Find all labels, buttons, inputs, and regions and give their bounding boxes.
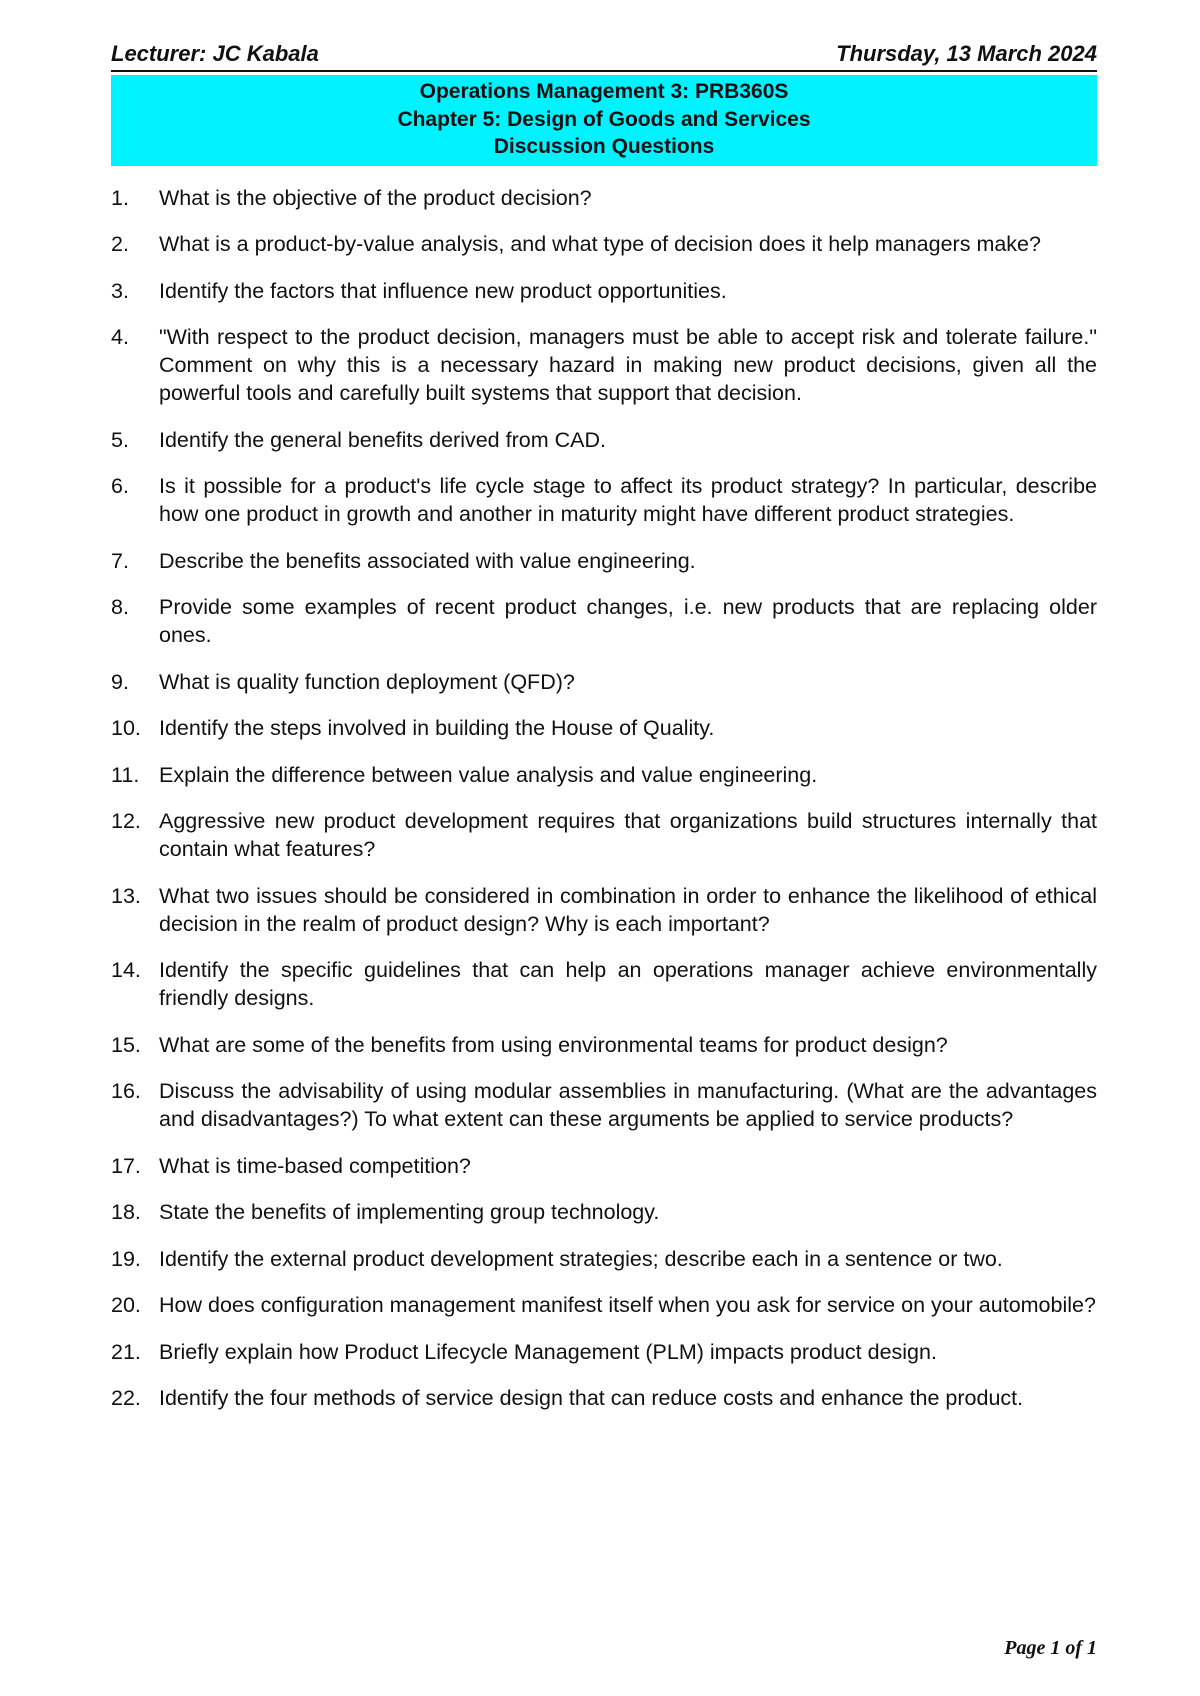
question-text: What is the objective of the product decision?: [159, 185, 592, 210]
chapter-title: Chapter 5: Design of Goods and Services: [397, 107, 811, 131]
question-text: Identify the specific guidelines that can help an operations manager achieve environmentally friendly designs.: [159, 958, 1097, 1010]
question-text: What is time-based competition?: [159, 1153, 471, 1178]
question-text: Describe the benefits associated with value engineering.: [159, 548, 696, 573]
question-number: 19.: [111, 1246, 141, 1271]
question-number: 10.: [111, 716, 141, 740]
question-number: 6.: [111, 474, 129, 498]
question-item: [111, 472, 1097, 528]
question-text: "With respect to the product decision, managers must be able to accept risk and tolerate failure." Comment on why this is a necessary hazard in making new product decisions, given all the powerful tools and carefully built systems that support that decision.: [159, 325, 1097, 405]
question-item: [111, 1338, 1097, 1366]
question-text: Aggressive new product development requires that organizations build structures internally that contain what features?: [159, 809, 1097, 861]
question-number: 14.: [111, 958, 141, 982]
question-number: 22.: [111, 1386, 141, 1410]
question-text: Discuss the advisability of using modular assemblies in manufacturing. (What are the advantages and disadvantages?) To what extent can these arguments be applied to service products?: [159, 1079, 1097, 1131]
question-text: Identify the factors that influence new product opportunities.: [159, 278, 727, 303]
question-item: [111, 426, 1097, 454]
question-text: Briefly explain how Product Lifecycle Management (PLM) impacts product design.: [159, 1339, 937, 1364]
question-text: Explain the difference between value analysis and value engineering.: [159, 762, 818, 787]
section-title: Discussion Questions: [493, 135, 715, 158]
question-text: Provide some examples of recent product changes, i.e. new products that are replacing older ones.: [159, 595, 1097, 647]
question-text: How does configuration management manifest itself when you ask for service on your automobile?: [159, 1293, 1096, 1317]
question-text: Identify the general benefits derived from CAD.: [159, 427, 606, 452]
question-text: Is it possible for a product's life cycle stage to affect its product strategy? In particular, describe how one product in growth and another in maturity might have different product strategies.: [159, 474, 1097, 526]
question-item: [111, 1077, 1097, 1133]
question-text: What is a product-by-value analysis, and what type of decision does it help managers make?: [159, 232, 1041, 256]
question-number: 12.: [111, 809, 141, 833]
lecture-date: Thursday, 13 March 2024: [836, 41, 1097, 66]
question-item: [111, 807, 1097, 863]
question-number: 18.: [111, 1200, 141, 1224]
question-item: [111, 882, 1097, 938]
lecturer-name: Lecturer: JC Kabala: [111, 41, 319, 66]
question-item: [111, 277, 1097, 305]
question-item: [111, 593, 1097, 649]
question-text: State the benefits of implementing group technology.: [159, 1200, 660, 1224]
question-item: [111, 230, 1097, 258]
question-text: What are some of the benefits from using environmental teams for product design?: [159, 1032, 948, 1057]
question-number: 11.: [111, 762, 140, 787]
question-text: Identify the external product development strategies; describe each in a sentence or two.: [159, 1246, 1003, 1271]
question-number: 8.: [111, 595, 129, 619]
question-text: Identify the four methods of service design that can reduce costs and enhance the product.: [159, 1386, 1024, 1410]
question-text: What two issues should be considered in combination in order to enhance the likelihood of ethical decision in the realm of product design? Why is each important?: [159, 883, 1097, 936]
question-item: [111, 956, 1097, 1012]
question-number: 16.: [111, 1079, 141, 1103]
question-item: [111, 668, 1097, 696]
question-item: [111, 1245, 1097, 1273]
page-number: Page 1 of 1: [1004, 1637, 1097, 1659]
question-number: 7.: [111, 548, 129, 573]
question-number: 9.: [111, 669, 129, 694]
question-text: Identify the steps involved in building the House of Quality.: [159, 716, 715, 740]
question-item: [111, 714, 1097, 742]
question-number: 17.: [111, 1153, 141, 1178]
question-item: [111, 1384, 1097, 1412]
title-banner: [111, 75, 1097, 166]
question-item: [111, 1291, 1097, 1319]
question-list: [111, 184, 1097, 1413]
document-page: [111, 40, 1097, 1660]
question-number: 21.: [111, 1339, 141, 1364]
question-number: 2.: [111, 232, 129, 256]
question-item: [111, 323, 1097, 407]
question-number: 1.: [111, 185, 129, 210]
question-number: 5.: [111, 427, 129, 452]
page-header: [111, 40, 1097, 72]
question-item: [111, 1031, 1097, 1059]
question-number: 20.: [111, 1293, 141, 1317]
question-item: [111, 1152, 1097, 1180]
question-number: 3.: [111, 278, 129, 303]
question-number: 15.: [111, 1032, 141, 1057]
question-text: What is quality function deployment (QFD)?: [159, 669, 575, 694]
question-item: [111, 1198, 1097, 1226]
question-item: [111, 184, 1097, 212]
question-item: [111, 547, 1097, 575]
question-number: 4.: [111, 325, 129, 349]
question-item: [111, 761, 1097, 789]
course-title: Operations Management 3: PRB360S: [419, 80, 789, 103]
question-number: 13.: [111, 883, 141, 908]
